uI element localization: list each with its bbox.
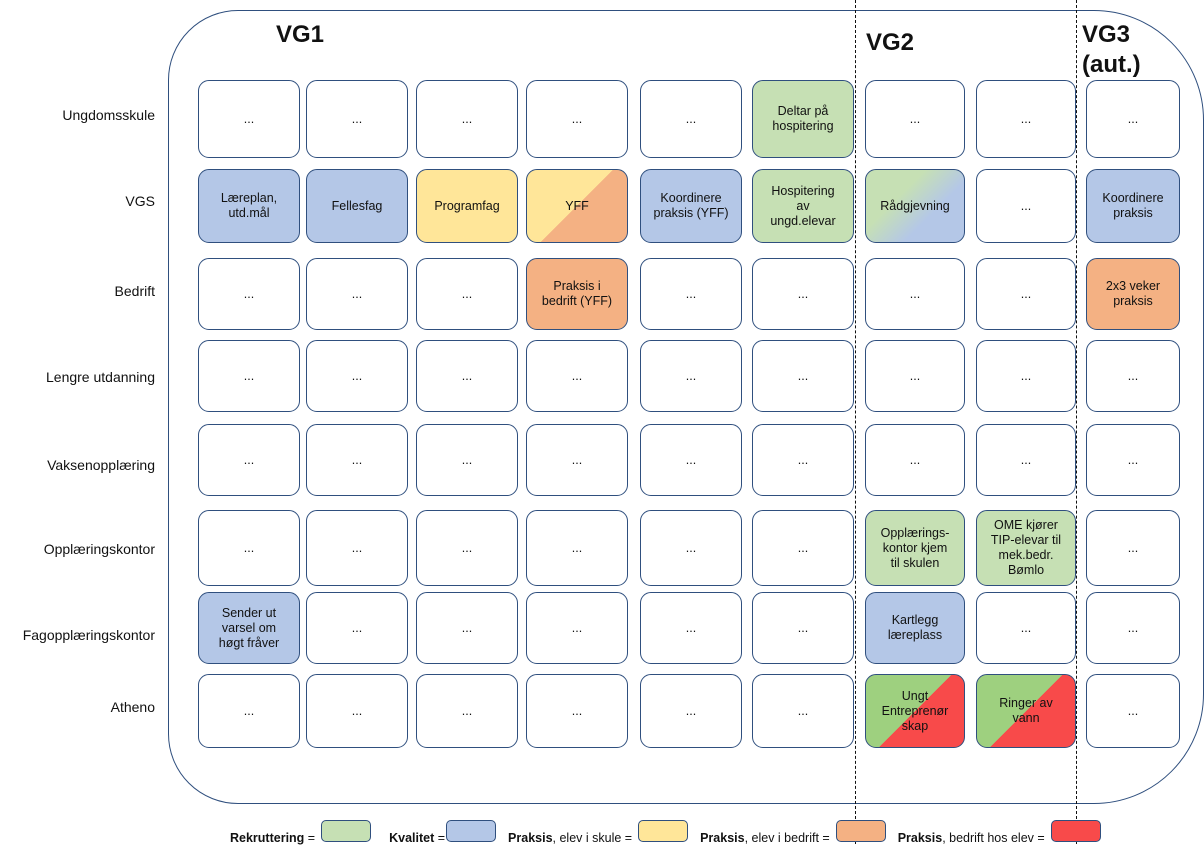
legend-kvalitet [389,820,496,845]
legend-swatch-orange [836,820,886,842]
legend-praksis-hos-elev [898,820,1101,845]
legend-label-bold: Praksis [508,830,553,845]
matrix-cell: ... [198,510,300,586]
matrix-cell: ... [640,424,742,496]
row-label-5: Opplæringskontor [43,541,155,557]
matrix-cell: ... [1086,340,1180,412]
matrix-cell: ... [640,674,742,748]
matrix-cell: ... [526,592,628,664]
matrix-cell: ... [416,258,518,330]
matrix-cell: ... [1086,592,1180,664]
matrix-cell: OME kjører TIP-elevar til mek.bedr. Bømlo [976,510,1076,586]
matrix-cell: ... [865,80,965,158]
matrix-cell: ... [1086,674,1180,748]
matrix-cell: Deltar på hospitering [752,80,854,158]
row-label-1: VGS [125,193,155,209]
matrix-cell: ... [752,510,854,586]
legend-label-rest: = [304,830,316,845]
row-label-3: Lengre utdanning [46,369,155,385]
matrix-cell: ... [640,592,742,664]
matrix-cell: Rådgjevning [865,169,965,243]
matrix-cell: ... [306,80,408,158]
matrix-cell: Koordinere praksis (YFF) [640,169,742,243]
column-header-vg1: VG1 [276,21,325,48]
divider-vg2-vg3 [1076,0,1077,844]
matrix-cell: ... [306,510,408,586]
matrix-cell: Praksis i bedrift (YFF) [526,258,628,330]
legend-swatch-green [321,820,371,842]
matrix-cell: ... [198,80,300,158]
matrix-cell: Læreplan, utd.mål [198,169,300,243]
matrix-cell: ... [416,80,518,158]
row-label-2: Bedrift [114,283,155,299]
matrix-cell: ... [306,340,408,412]
matrix-cell: ... [526,424,628,496]
matrix-cell: ... [198,340,300,412]
matrix-cell: ... [526,510,628,586]
matrix-cell: Kartlegg læreplass [865,592,965,664]
matrix-cell: Ungt Entreprenør skap [865,674,965,748]
matrix-cell: 2x3 veker praksis [1086,258,1180,330]
matrix-cell: ... [416,340,518,412]
matrix-cell: ... [640,258,742,330]
matrix-cell: Hospitering av ungd.elevar [752,169,854,243]
legend-swatch-yellow [638,820,688,842]
legend-praksis-bedrift [700,820,886,845]
matrix-cell: ... [752,674,854,748]
row-label-7: Atheno [110,699,155,715]
column-header-vg3-line2: (aut.) [1082,51,1141,78]
matrix-cell: Opplærings- kontor kjem til skulen [865,510,965,586]
legend-label-bold: Praksis [700,830,745,845]
matrix-cell: Koordinere praksis [1086,169,1180,243]
legend-label-rest: , elev i skule = [552,830,633,845]
column-header-vg3-line1: VG3 [1082,21,1131,48]
matrix-cell: ... [198,258,300,330]
matrix-cell: ... [526,674,628,748]
matrix-cell: ... [416,510,518,586]
matrix-cell: ... [1086,510,1180,586]
legend-label-rest: , elev i bedrift = [744,830,830,845]
matrix-cell: ... [416,424,518,496]
matrix-cell: Sender ut varsel om høgt fråver [198,592,300,664]
column-header-vg2: VG2 [866,29,915,56]
matrix-cell: ... [752,424,854,496]
matrix-cell: ... [640,510,742,586]
row-label-0: Ungdomsskule [62,107,155,123]
legend-label-bold: Rekruttering [230,830,305,845]
legend-label-bold: Kvalitet [389,830,435,845]
matrix-cell: ... [306,592,408,664]
row-label-4: Vaksenopplæring [47,457,155,473]
matrix-cell: Ringer av vann [976,674,1076,748]
matrix-cell: ... [306,258,408,330]
matrix-cell: ... [865,424,965,496]
legend-swatch-blue [446,820,496,842]
matrix-cell: ... [976,592,1076,664]
matrix-cell: ... [752,258,854,330]
matrix-cell: ... [976,80,1076,158]
matrix-cell: Fellesfag [306,169,408,243]
matrix-cell: ... [976,169,1076,243]
legend-rekruttering [230,820,371,845]
legend [230,820,1101,844]
matrix-cell: ... [526,80,628,158]
matrix-cell: ... [198,674,300,748]
matrix-cell: ... [526,340,628,412]
legend-praksis-skule [508,820,688,845]
matrix-cell: ... [640,340,742,412]
matrix-cell: ... [416,592,518,664]
matrix-cell: ... [976,340,1076,412]
legend-label-rest: = [434,830,446,845]
column-header-vg3 [1082,20,1141,80]
matrix-cell: ... [1086,80,1180,158]
matrix-cell: Programfag [416,169,518,243]
matrix-cell: ... [1086,424,1180,496]
legend-label-bold: Praksis [897,830,943,845]
row-label-6: Fagopplæringskontor [22,627,155,643]
matrix-cell: ... [306,424,408,496]
matrix-cell: ... [752,340,854,412]
matrix-cell: ... [752,592,854,664]
matrix-cell: ... [640,80,742,158]
divider-vg1-vg2 [855,0,856,844]
legend-label-rest: , bedrift hos elev = [942,830,1045,845]
matrix-cell: ... [198,424,300,496]
legend-swatch-red [1051,820,1101,842]
matrix-cell: ... [865,258,965,330]
matrix-cell: ... [976,258,1076,330]
matrix-cell: ... [306,674,408,748]
matrix-cell: ... [416,674,518,748]
matrix-cell: YFF [526,169,628,243]
matrix-cell: ... [976,424,1076,496]
matrix-cell: ... [865,340,965,412]
